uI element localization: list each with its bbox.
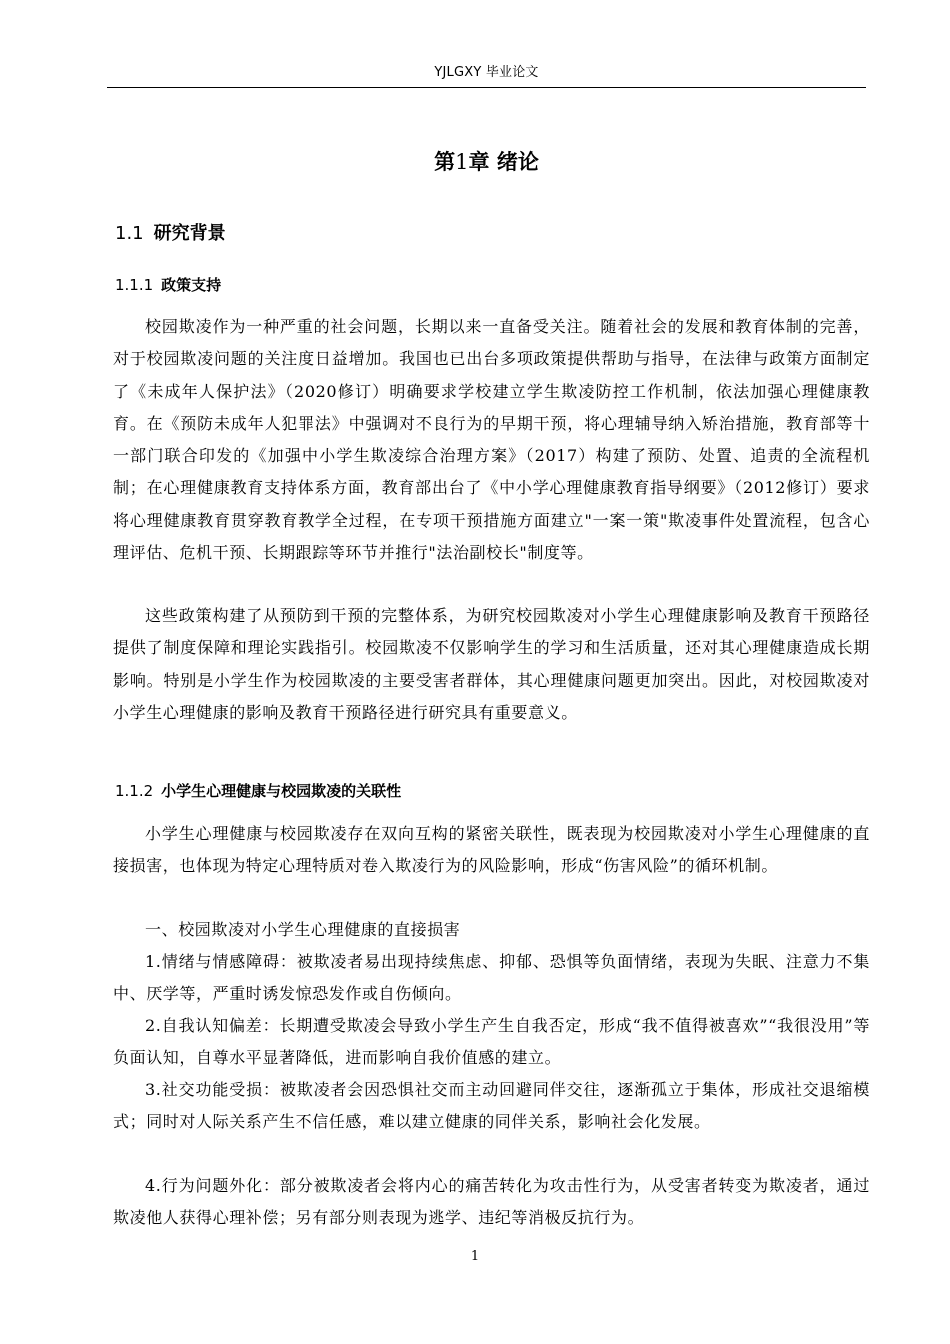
running-header: YJLGXY 毕业论文 (434, 65, 539, 80)
subsection-title: 政策支持 (161, 276, 222, 294)
section-number: 1.1 (115, 223, 144, 244)
paragraph-policy-significance: 这些政策构建了从预防到干预的完整体系，为研究校园欺凌对小学生心理健康影响及教育干预路径提供了制度保障和理论实践指引。校园欺凌不仅影响学生的学习和生活质量，还对其心理健康造成长期影响。特别是小学生作为校园欺凌的主要受害者群体，其心理健康问题更加突出。因此，对校园欺凌对小学生心理健康的影响及教育干预路径进行研究具有重要意义。 (113, 606, 870, 722)
chapter-number: 1 (455, 150, 469, 174)
subsection-title: 小学生心理健康与校园欺凌的关联性 (161, 782, 402, 800)
paragraph-policy-overview: 校园欺凌作为一种严重的社会问题，长期以来一直备受关注。随着社会的发展和教育体制的完善，对于校园欺凌问题的关注度日益增加。我国也已出台多项政策提供帮助与指导，在法律与政策方面制定了《未成年人保护法》（2020修订）明确要求学校建立学生欺凌防控工作机制，依法加强心理健康教育。在《预防未成年人犯罪法》中强调对不良行为的早期干预，将心理辅导纳入矫治措施，教育部等十一部门联合印发的《加强中小学生欺凌综合治理方案》（2017）构建了预防、处置、追责的全流程机制；在心理健康教育支持体系方面，教育部出台了《中小学心理健康教育指导纲要》（2012修订）要求将心理健康教育贯穿教育教学全过程，在专项干预措施方面建立"一案一策"欺凌事件处置流程，包含心理评估、危机干预、长期跟踪等环节并推行"法治副校长"制度等。 (113, 317, 870, 563)
list-item-self-cognition: 2.自我认知偏差：长期遭受欺凌会导致小学生产生自我否定，形成“我不值得被喜欢”“我很没用”等负面认知，自尊水平显著降低，进而影响自我价值感的建立。 (113, 1016, 870, 1068)
subsection-number: 1.1.1 (115, 276, 154, 294)
page-number: 1 (470, 1249, 480, 1264)
list-item-social-function: 3.社交功能受损：被欺凌者会因恐惧社交而主动回避同伴交往，逐渐孤立于集体，形成社交退缩模式；同时对人际关系产生不信任感，难以建立健康的同伴关系，影响社会化发展。 (113, 1080, 870, 1132)
subsection-number: 1.1.2 (115, 782, 154, 800)
header-rule (107, 87, 866, 88)
section-title: 研究背景 (153, 223, 226, 244)
chapter-title (107, 147, 866, 177)
subsection-heading-policy (115, 273, 221, 297)
section-heading (115, 220, 226, 248)
list-item-emotional-disorders: 1.情绪与情感障碍：被欺凌者易出现持续焦虑、抑郁、恐惧等负面情绪，表现为失眠、注意力不集中、厌学等，严重时诱发惊恐发作或自伤倾向。 (113, 952, 870, 1004)
chapter-label-suffix: 章 绪论 (468, 150, 539, 174)
subsection-heading-correlation (115, 779, 401, 803)
list-item-behavior-problems: 4.行为问题外化：部分被欺凌者会将内心的痛苦转化为攻击性行为，从受害者转变为欺凌者，通过欺凌他人获得心理补偿；另有部分则表现为逃学、违纪等消极反抗行为。 (113, 1176, 870, 1228)
chapter-label-prefix: 第 (434, 150, 456, 174)
paragraph-list-heading: 一、校园欺凌对小学生心理健康的直接损害 (145, 920, 461, 939)
paragraph-correlation-intro: 小学生心理健康与校园欺凌存在双向互构的紧密关联性，既表现为校园欺凌对小学生心理健康的直接损害，也体现为特定心理特质对卷入欺凌行为的风险影响，形成“伤害风险”的循环机制。 (113, 824, 870, 876)
